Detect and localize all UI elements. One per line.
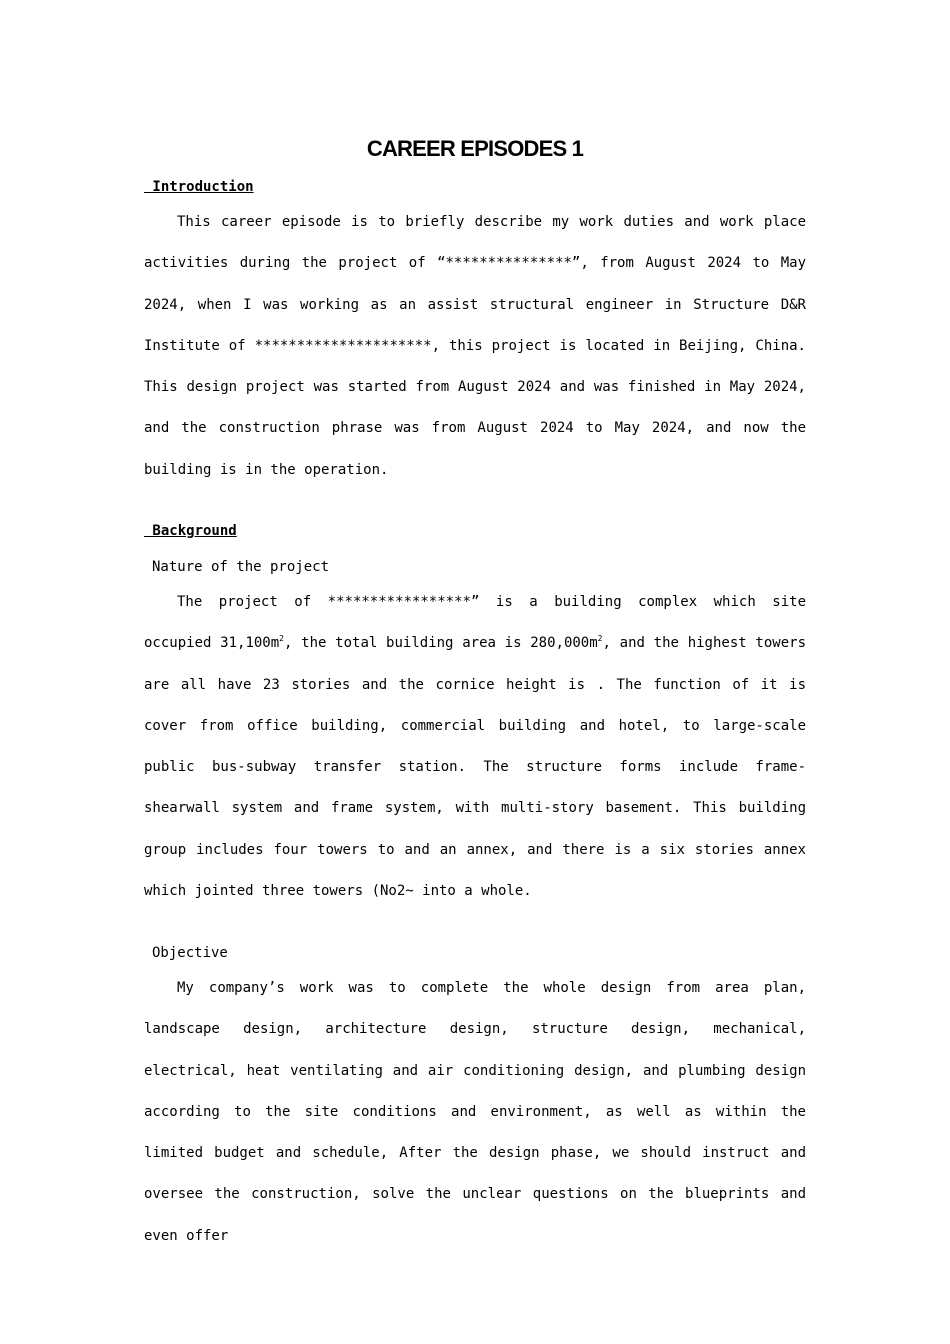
introduction-heading: Introduction: [144, 179, 254, 195]
nature-section: [144, 558, 806, 576]
objective-paragraph: My company’s work was to complete the whole design from area plan, landscape design, architecture design, structure design, mechanical, electrical, heat ventilating and air conditioning design, and plumbing design according to the site conditions and environment, as well as within the limited budget and schedule, After the design phase, we should instruct and oversee the construction, solve the unclear questions on the blueprints and even offer: [144, 980, 806, 1244]
objective-body: [144, 968, 806, 1257]
introduction-paragraph: This career episode is to briefly describe my work duties and work place activities during the project of “***************”, from August 2024 to May 2024, when I was working as an assist structural engineer in Structure D&R Institute of *********************, this project is located in Beijing, China. This design project was started from August 2024 and was finished in May 2024, and the construction phrase was from August 2024 to May 2024, and now the building is in the operation.: [144, 214, 806, 478]
nature-text-1: The project of *****************” is a building complex which site occupied 31,100m: [144, 594, 806, 652]
background-heading: Background: [144, 523, 237, 539]
document-title: CAREER EPISODES 1: [366, 136, 584, 161]
superscript-2: 2: [597, 634, 603, 644]
nature-text-2: , the total building area is 280,000m: [284, 635, 598, 652]
objective-heading: Objective: [152, 945, 228, 961]
nature-heading: Nature of the project: [152, 559, 330, 575]
objective-section: [144, 944, 806, 962]
introduction-body: [144, 202, 806, 491]
nature-text-3: , and the highest towers are all have 23 stories and the cornice height is . The function of it is cover from office building, commercial building and hotel, to large-scale public bus-subway transfer station. The structure forms include frame-shearwall system and frame system, with multi-story basement. This building group includes four towers to and an annex, and there is a six stories annex which jointed three towers (No2~ into a whole.: [144, 635, 806, 900]
background-section: [144, 522, 806, 540]
introduction-section: [144, 178, 806, 196]
nature-paragraph: [144, 582, 806, 912]
superscript-2: 2: [279, 634, 284, 644]
nature-body: [144, 582, 806, 912]
